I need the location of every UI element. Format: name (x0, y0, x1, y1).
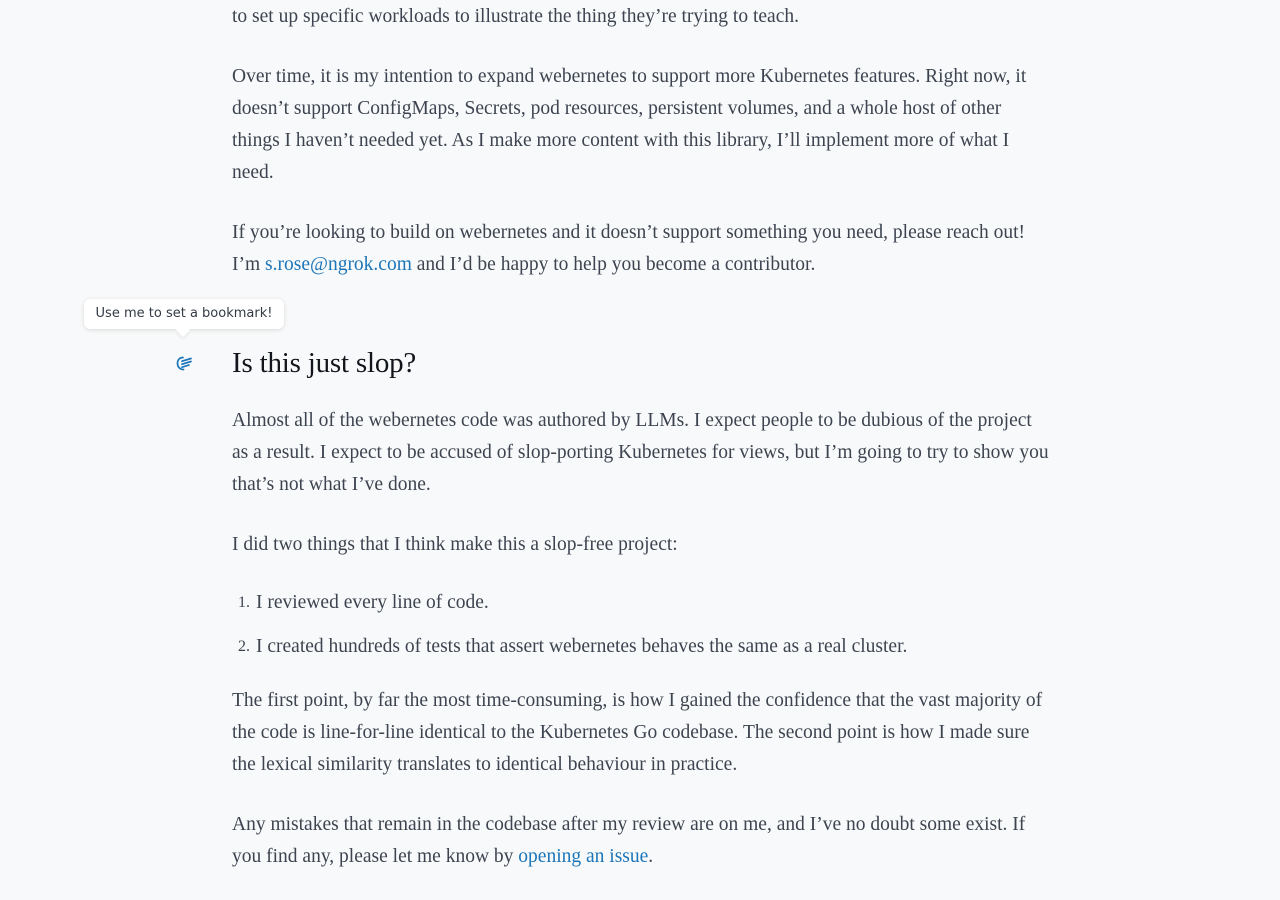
bookmark-icon[interactable] (174, 353, 194, 373)
contact-text-before: If you’re looking to build on webernetes and it doesn’t support something you need, please reach out! I’m (232, 222, 1025, 275)
paragraph-two-things: I did two things that I think make this a slop-free project: (232, 534, 678, 555)
paragraph-expand: Over time, it is my intention to expand webernetes to support more Kubernetes features. Right now, it doesn’t support ConfigMaps, Secrets, pod resources, persistent volumes, and a whole host of other things I haven’t needed yet. As I make more content with this library, I’ll implement more of what I need. (232, 66, 1027, 183)
bookmark-tooltip: Use me to set a bookmark! (84, 299, 284, 329)
list-item: I reviewed every line of code. (256, 592, 489, 613)
paragraph-llm: Almost all of the webernetes code was authored by LLMs. I expect people to be dubious of the project as a result. I expect to be accused of slop-porting Kubernetes for views, but I’m going to try to show you that’s not what I’ve done. (232, 410, 1049, 495)
contact-text-after: and I’d be happy to help you become a contributor. (411, 254, 816, 275)
open-issue-link[interactable]: opening an issue (518, 846, 649, 867)
paragraph-intro: to set up specific workloads to illustrate the thing they’re trying to teach. (232, 6, 799, 27)
mistakes-text-before: Any mistakes that remain in the codebase after my review are on me, and I’ve no doubt some exist. If you find any, please let me know by (232, 814, 1026, 867)
ordered-list (232, 587, 1052, 675)
section-heading: Is this just slop? (232, 347, 417, 379)
list-item: I created hundreds of tests that assert webernetes behaves the same as a real cluster. (256, 636, 908, 657)
paragraph-first-point: The first point, by far the most time-consuming, is how I gained the confidence that the vast majority of the code is line-for-line identical to the Kubernetes Go codebase. The second point is how I made sure the lexical similarity translates to identical behaviour in practice. (232, 690, 1043, 775)
mistakes-text-after: . (648, 846, 654, 867)
paragraph-mistakes (232, 809, 1052, 873)
paragraph-contact (232, 217, 1052, 281)
email-link[interactable]: s.rose@ngrok.com (265, 254, 412, 275)
